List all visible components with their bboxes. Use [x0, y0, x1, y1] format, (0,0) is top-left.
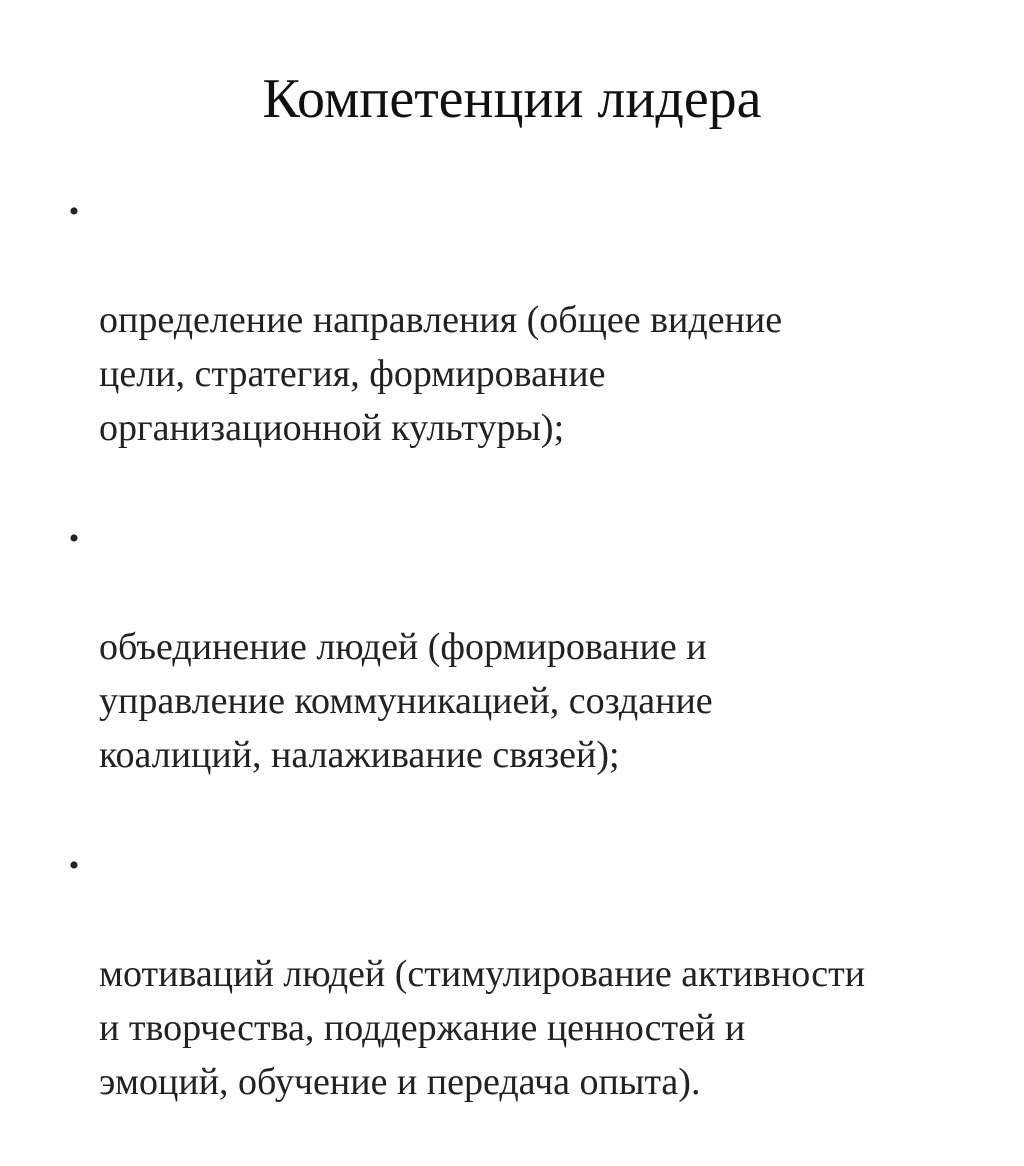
slide-title: Компетенции лидера [262, 68, 762, 130]
bullet-text: определение направления (общее видение цели, стратегия, формирование организационной культуры); [99, 299, 783, 449]
bullet-icon: • [68, 522, 80, 555]
bullet-icon: • [68, 849, 80, 882]
bullet-item-motivation [50, 839, 990, 1163]
bullet-text: мотиваций людей (стимулирование активности и творчества, поддержание ценностей и эмоций, обучение и передача опыта). [99, 953, 866, 1103]
bullet-text: объединение людей (формирование и управление коммуникацией, создание коалиций, налаживание связей); [99, 626, 713, 776]
bullet-icon: • [68, 195, 80, 228]
bullet-item-uniting-people [50, 512, 990, 836]
bullet-list [50, 185, 990, 1166]
bullet-item-direction [50, 185, 990, 509]
